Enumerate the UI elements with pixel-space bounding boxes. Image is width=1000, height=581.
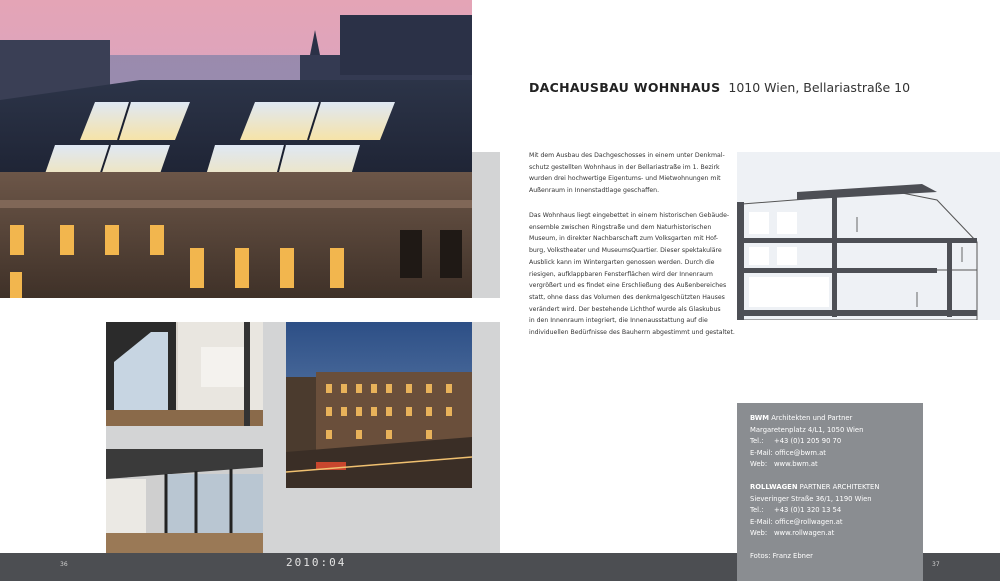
article-title [529,80,910,95]
project-name: DACHAUSBAU WOHNHAUS [529,80,721,95]
project-address: 1010 Wien, Bellariastraße 10 [728,80,911,95]
paragraph-description [529,210,735,339]
text-line: riesigen, aufklappbaren Fensterflächen wird der Innenraum [529,270,713,278]
text-line: Mit dem Ausbau des Dachgeschosses in einem unter Denkmal- [529,152,725,159]
text-line: individuellen Bedürfnisse des Bauherrn abgestimmt und gestaltet. [529,329,735,337]
issue-label: 2010:04 [286,556,347,569]
interior-photo-terrace [106,449,263,553]
text-line: Außenraum in Innenstadtlage geschaffen. [529,187,660,195]
firm1-street: Margaretenplatz 4/L1, 1050 Wien [750,426,864,434]
text-line: schutz gestellten Wohnhaus in der Bellariastraße im 1. Bezirk [529,163,720,171]
text-line: in den Innenraum integriert, die Innenausstattung auf die [529,317,708,325]
firm2-tel: Tel.: +43 (0)1 320 13 54 [750,506,842,514]
white-gap-left [0,298,106,553]
section-drawing [737,152,1000,320]
firm2-name: ROLLWAGEN PARTNER ARCHITEKTEN [750,483,880,491]
paragraph-intro [529,150,725,197]
interior-photo-window [106,322,263,426]
text-line: Ausblick kann im Wintergarten genossen werden. Durch die [529,258,715,266]
firm2-street: Sieveringer Straße 36/1, 1190 Wien [750,495,872,503]
text-line: Das Wohnhaus liegt eingebettet in einem historischen Gebäude- [529,212,730,219]
text-line: statt, ohne dass das Volumen des denkmalgeschützten Hauses [529,293,725,301]
page-number-left: 36 [60,561,68,568]
firm1-email[interactable]: E-Mail: office@bwm.at [750,449,826,457]
credits-box [737,403,923,581]
text-line: Museum, in direkter Nachbarschaft zum Volksgarten mit Hof- [529,235,719,243]
photo-credit: Fotos: Franz Ebner [750,552,813,560]
night-street-photo [286,322,472,488]
page-number-right: 37 [932,561,940,568]
firm1-name: BWM Architekten und Partner [750,414,853,422]
text-line: wurden drei hochwertige Eigentums- und Mietwohnungen mit [529,175,721,183]
firm2-email[interactable]: E-Mail: office@rollwagen.at [750,518,843,526]
firm2-web[interactable]: Web: www.rollwagen.at [750,529,835,537]
text-line: vergrößert und es findet eine Erschließung des Außenbereiches [529,282,727,290]
hero-rooftop-photo [0,0,472,298]
text-line: ensemble zwischen Ringstraße und dem Naturhistorischen [529,223,712,231]
text-line: verändert wird. Der bestehende Lichthof wurde als Glaskubus [529,305,721,313]
firm1-tel: Tel.: +43 (0)1 205 90 70 [750,437,842,445]
firm1-web[interactable]: Web: www.bwm.at [750,460,818,468]
text-line: burg, Volkstheater und MuseumsQuartier. Dieser spektakuläre [529,247,722,255]
